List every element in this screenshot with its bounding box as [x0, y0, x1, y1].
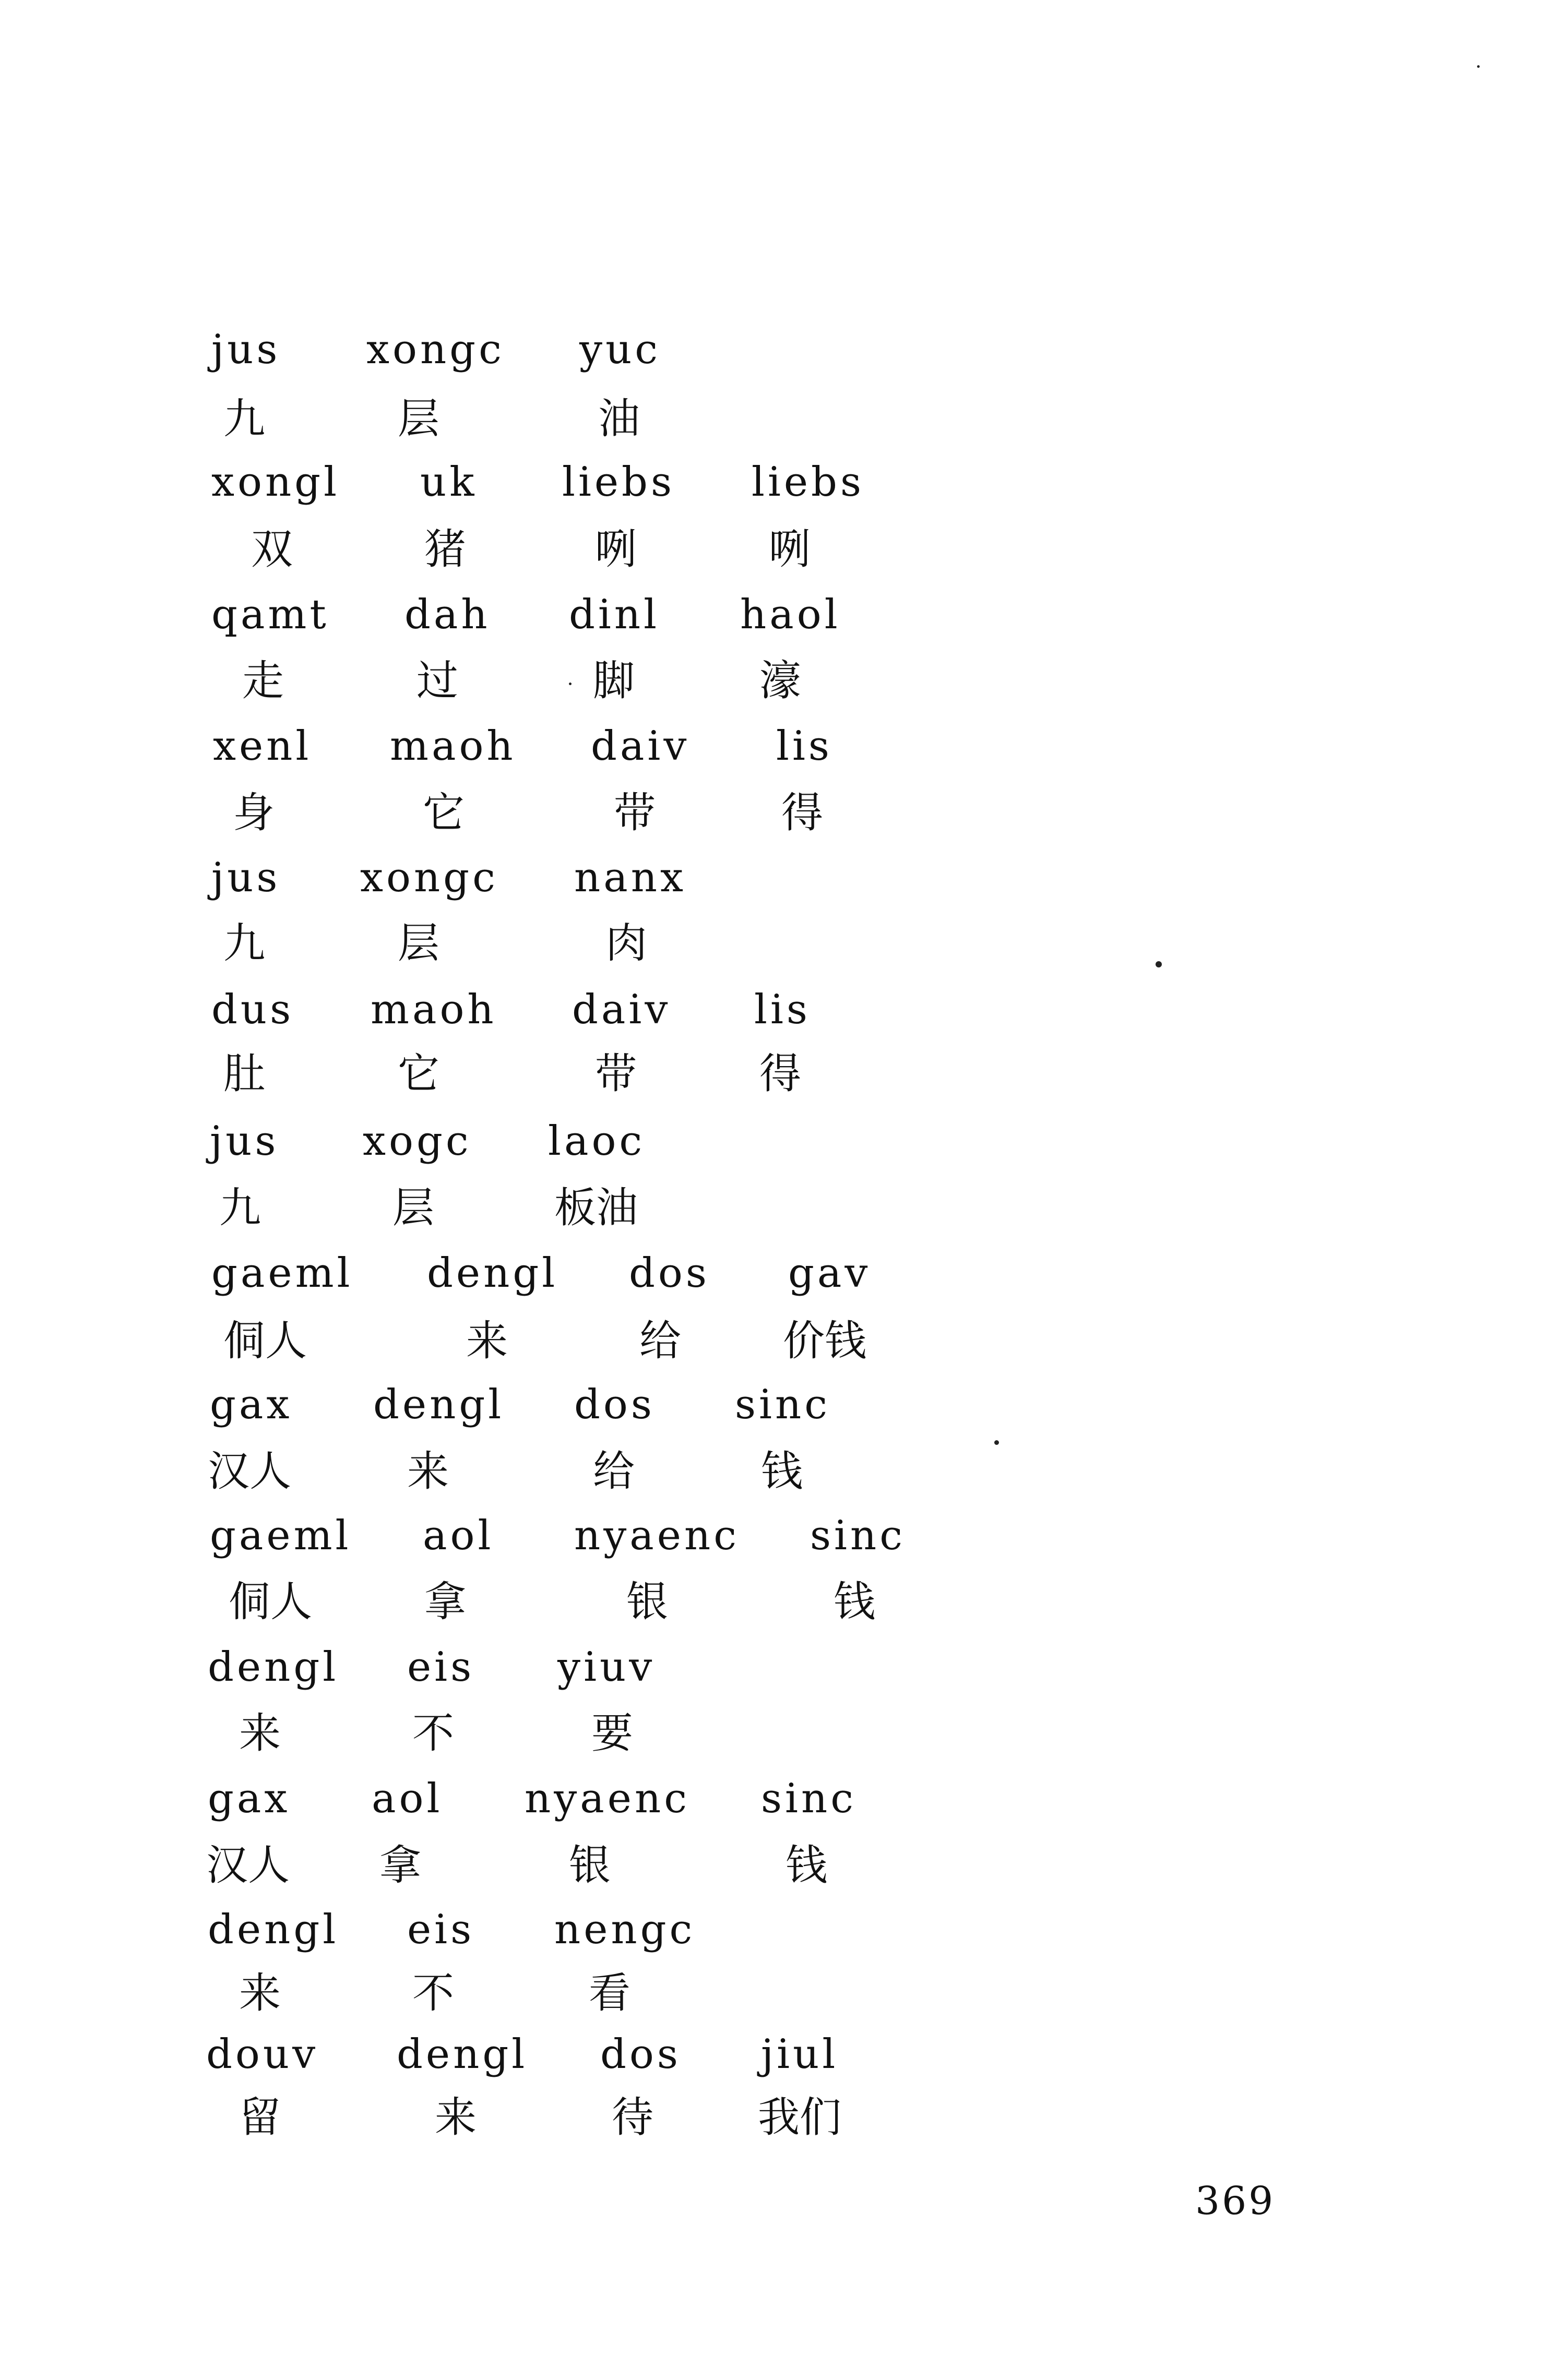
- word: qamt: [211, 591, 329, 638]
- text-line-4: [0, 523, 1547, 581]
- word: 看: [589, 1969, 630, 2017]
- text-line-23: [0, 1773, 1547, 1830]
- word: laoc: [548, 1118, 646, 1165]
- word: gax: [210, 1381, 293, 1428]
- word: jus: [211, 326, 281, 373]
- word: xongc: [366, 326, 505, 373]
- word: 银: [569, 1841, 611, 1889]
- word: 带: [595, 1049, 637, 1098]
- word: 价钱: [783, 1317, 866, 1365]
- word: xogc: [363, 1118, 472, 1165]
- word: 身: [233, 788, 275, 837]
- word: dengl: [208, 1906, 339, 1953]
- text-line-28: [0, 2091, 1547, 2149]
- word: jiul: [761, 2031, 839, 2078]
- word: uk: [420, 459, 478, 506]
- word: nyaenc: [574, 1512, 740, 1559]
- word: daiv: [591, 723, 690, 770]
- word: 猪: [424, 525, 466, 573]
- text-line-17: [0, 1379, 1547, 1436]
- text-line-27: [0, 2028, 1547, 2086]
- text-line-11: [0, 984, 1547, 1041]
- word: sinc: [761, 1775, 856, 1822]
- word: aol: [372, 1775, 443, 1822]
- word: 肚: [223, 1049, 265, 1098]
- word: 油: [598, 394, 640, 443]
- text-line-15: [0, 1247, 1547, 1305]
- word: aol: [423, 1512, 494, 1559]
- word: 濠: [759, 656, 801, 705]
- word: xongl: [211, 459, 340, 506]
- word: nengc: [554, 1906, 696, 1953]
- word: maoh: [390, 723, 516, 770]
- word: dos: [629, 1250, 710, 1297]
- word: nyaenc: [525, 1775, 690, 1822]
- word: maoh: [371, 986, 497, 1033]
- text-line-2: [0, 393, 1547, 450]
- text-line-18: [0, 1445, 1547, 1503]
- word: 来: [239, 1709, 281, 1757]
- word: gaeml: [210, 1512, 352, 1559]
- scan-speck: [1156, 961, 1162, 967]
- text-line-6: [0, 655, 1547, 712]
- word: 带: [614, 788, 656, 837]
- word: 待: [612, 2093, 653, 2142]
- word: eis: [407, 1644, 475, 1691]
- word: dengl: [373, 1381, 505, 1428]
- text-line-24: [0, 1839, 1547, 1897]
- word: 给: [639, 1317, 681, 1365]
- word: 肉: [605, 919, 647, 967]
- word: 咧: [769, 525, 811, 573]
- word: dus: [211, 986, 294, 1033]
- word: xenl: [213, 723, 312, 770]
- text-line-19: [0, 1510, 1547, 1567]
- text-line-14: [0, 1182, 1547, 1239]
- text-line-12: [0, 1048, 1547, 1105]
- word: lis: [776, 723, 832, 770]
- word: 九: [223, 394, 265, 443]
- word: 咧: [595, 525, 637, 573]
- word: xongc: [360, 854, 498, 901]
- word: haol: [740, 591, 841, 638]
- word: 双: [251, 525, 293, 573]
- word: dengl: [397, 2031, 528, 2078]
- word: liebs: [752, 459, 865, 506]
- text-line-8: [0, 787, 1547, 844]
- word: 它: [398, 1049, 439, 1098]
- word: yuc: [579, 326, 661, 373]
- text-line-7: [0, 720, 1547, 778]
- page-number: 369: [1195, 2179, 1276, 2223]
- word: 板油: [554, 1183, 638, 1232]
- word: 来: [239, 1969, 281, 2017]
- word: 钱: [761, 1447, 803, 1496]
- word: jus: [210, 1118, 279, 1165]
- word: 拿: [379, 1841, 421, 1889]
- word: 过: [416, 656, 458, 705]
- word: liebs: [562, 459, 675, 506]
- text-line-9: [0, 852, 1547, 909]
- word: douv: [206, 2031, 319, 2078]
- word: 留: [239, 2093, 281, 2142]
- word: 来: [435, 2093, 477, 2142]
- word: dos: [574, 1381, 655, 1428]
- scan-speck: [994, 1440, 999, 1445]
- word: 拿: [424, 1577, 466, 1626]
- word: 我们: [758, 2093, 841, 2142]
- word: 银: [626, 1577, 668, 1626]
- word: jus: [211, 854, 281, 901]
- word: lis: [754, 986, 811, 1033]
- word: 层: [398, 394, 439, 443]
- word: 来: [466, 1317, 508, 1365]
- word: dengl: [427, 1250, 558, 1297]
- word: nanx: [574, 854, 686, 901]
- word: 九: [219, 1183, 261, 1232]
- word: 侗人: [223, 1317, 307, 1365]
- word: eis: [407, 1906, 475, 1953]
- word: 侗人: [229, 1577, 312, 1626]
- word: 层: [392, 1183, 434, 1232]
- word: 钱: [786, 1841, 827, 1889]
- text-line-16: [0, 1315, 1547, 1372]
- word: 得: [781, 788, 823, 837]
- word: 不: [412, 1709, 454, 1757]
- text-line-13: [0, 1115, 1547, 1173]
- word: gax: [208, 1775, 291, 1822]
- word: 层: [398, 919, 439, 967]
- text-line-21: [0, 1641, 1547, 1699]
- scan-speck: [1477, 65, 1480, 68]
- word: dinl: [569, 591, 660, 638]
- word: 它: [423, 788, 465, 837]
- word: dah: [404, 591, 491, 638]
- text-line-26: [0, 1967, 1547, 2025]
- word: 九: [223, 919, 265, 967]
- text-line-10: [0, 917, 1547, 975]
- text-line-25: [0, 1904, 1547, 1961]
- word: sinc: [810, 1512, 906, 1559]
- word: dengl: [208, 1644, 339, 1691]
- word: gaeml: [211, 1250, 353, 1297]
- word: yiuv: [557, 1644, 656, 1691]
- word: 来: [407, 1447, 449, 1496]
- word: daiv: [572, 986, 671, 1033]
- word: 汉人: [208, 1447, 291, 1496]
- word: 钱: [834, 1577, 875, 1626]
- word: 汉人: [206, 1841, 290, 1889]
- word: 走: [242, 656, 284, 705]
- text-line-20: [0, 1576, 1547, 1633]
- word: 给: [593, 1447, 635, 1496]
- word: dos: [600, 2031, 681, 2078]
- text-line-3: [0, 456, 1547, 513]
- text-line-5: [0, 589, 1547, 646]
- scan-speck: [569, 683, 572, 685]
- word: gav: [788, 1250, 871, 1297]
- word: 不: [412, 1969, 454, 2017]
- text-line-22: [0, 1707, 1547, 1765]
- word: 脚: [593, 656, 635, 705]
- word: sinc: [735, 1381, 830, 1428]
- word: 要: [591, 1709, 633, 1757]
- text-line-1: [0, 324, 1547, 381]
- word: 得: [759, 1049, 801, 1098]
